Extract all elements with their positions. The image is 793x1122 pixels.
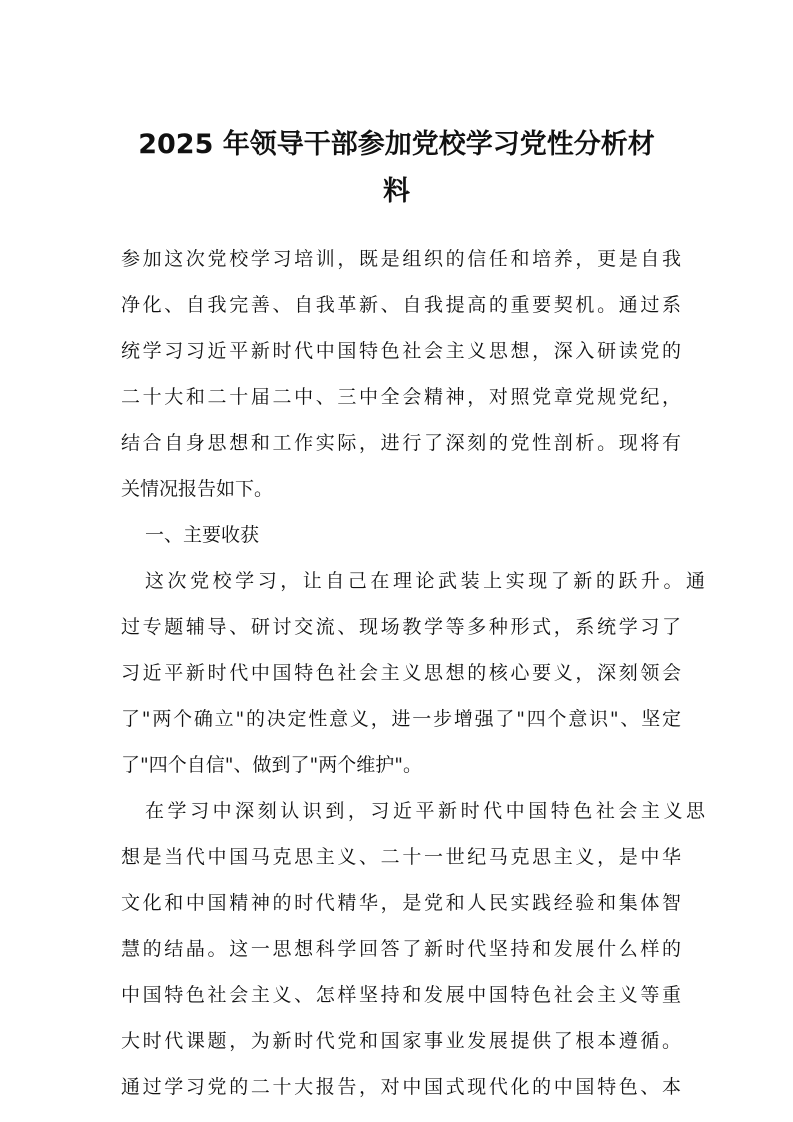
- body-line: 习近平新时代中国特色社会主义思想的核心要义，深刻领会: [121, 662, 681, 684]
- body-line: 这次党校学习，让自己在理论武装上实现了新的跃升。通: [145, 570, 705, 592]
- body-line: 参加这次党校学习培训，既是组织的信任和培养，更是自我: [121, 248, 681, 270]
- body-line: 净化、自我完善、自我革新、自我提高的重要契机。通过系: [121, 294, 681, 316]
- body-line: 大时代课题，为新时代党和国家事业发展提供了根本遵循。: [121, 1030, 681, 1052]
- section-heading: 一、主要收获: [145, 524, 260, 546]
- body-line: 慧的结晶。这一思想科学回答了新时代坚持和发展什么样的: [121, 938, 681, 960]
- body-line: 过专题辅导、研讨交流、现场教学等多种形式，系统学习了: [121, 616, 681, 638]
- body-line: 想是当代中国马克思主义、二十一世纪马克思主义，是中华: [121, 846, 681, 868]
- body-line: 中国特色社会主义、怎样坚持和发展中国特色社会主义等重: [121, 984, 681, 1006]
- body-line: 在学习中深刻认识到，习近平新时代中国特色社会主义思: [145, 800, 705, 822]
- body-line: 文化和中国精神的时代精华，是党和人民实践经验和集体智: [121, 892, 681, 914]
- document-title-line-1: 2025 年领导干部参加党校学习党性分析材: [138, 129, 655, 160]
- body-line: 统学习习近平新时代中国特色社会主义思想，深入研读党的: [121, 340, 681, 362]
- body-line: 通过学习党的二十大报告，对中国式现代化的中国特色、本: [121, 1076, 681, 1098]
- body-line: 结合自身思想和工作实际，进行了深刻的党性剖析。现将有: [121, 432, 681, 454]
- body-line: 了"两个确立"的决定性意义，进一步增强了"四个意识"、坚定: [121, 708, 681, 730]
- body-line: 关情况报告如下。: [121, 478, 274, 500]
- body-line: 了"四个自信"、做到了"两个维护"。: [121, 754, 422, 776]
- document-title-line-2: 料: [383, 176, 410, 207]
- body-line: 二十大和二十届二中、三中全会精神，对照党章党规党纪，: [121, 386, 681, 408]
